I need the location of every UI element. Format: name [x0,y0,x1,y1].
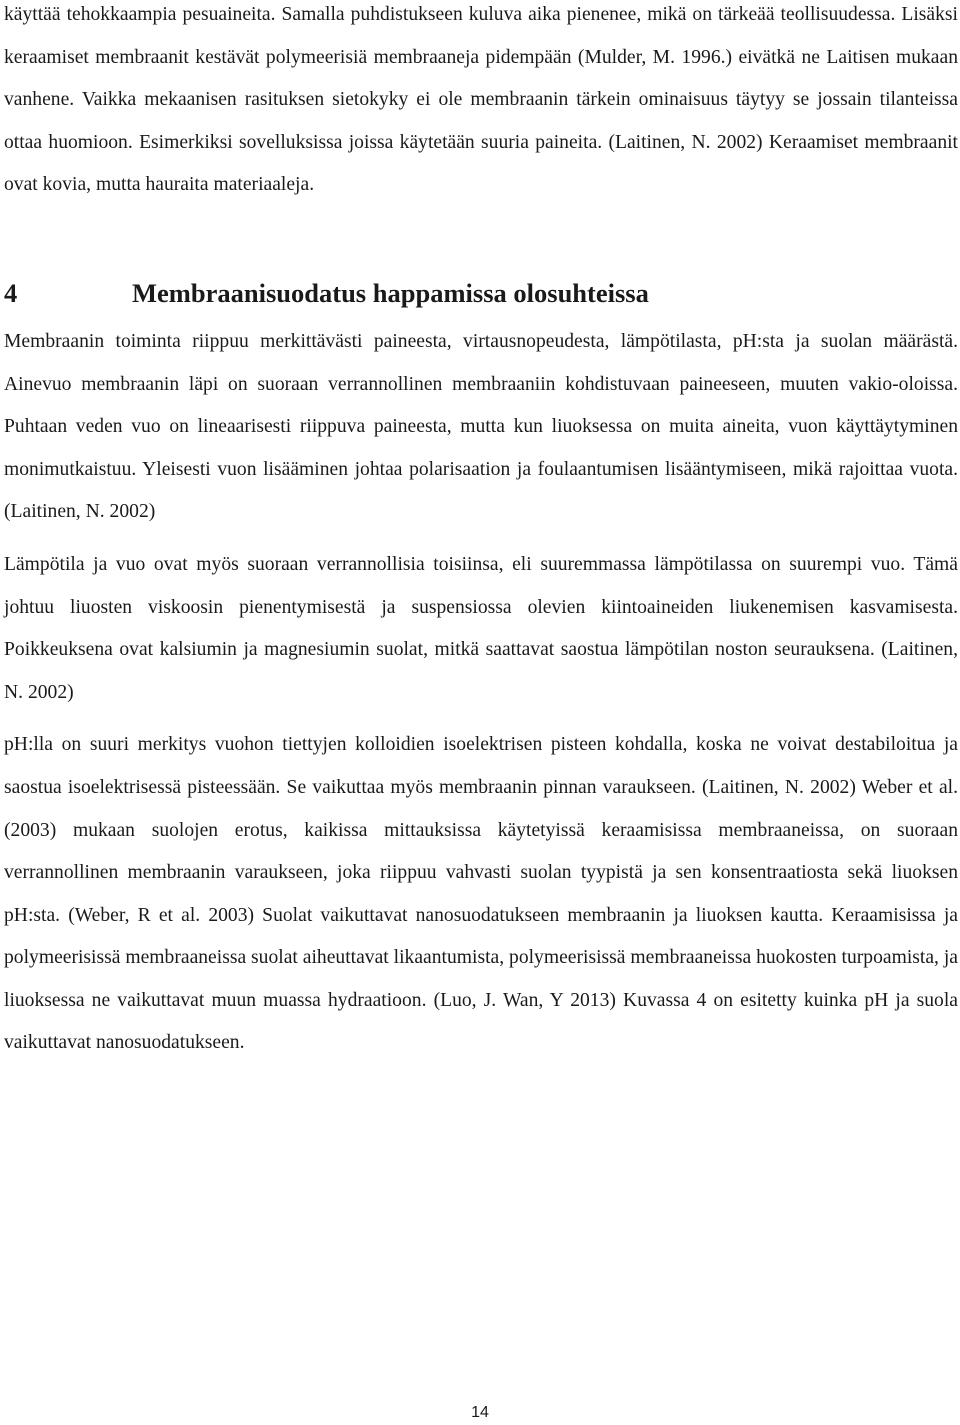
page-number: 14 [471,1404,489,1421]
section-number: 4 [4,277,18,308]
body-paragraph-2: Lämpötila ja vuo ovat myös suoraan verrannollisia toisiinsa, eli suuremmassa lämpötilassa on suurempi vuo. Tämä johtuu liuosten viskoosin pienentymisestä ja suspensiossa olevien kiintoaineiden liukenemisen kasvamisesta. Poikkeuksena ovat kalsiumin ja magnesiumin suolat, mitkä saattavat saostua lämpötilan noston seurauksena. (Laitinen, N. 2002) [4,553,958,703]
document-page [4,0,958,1065]
body-paragraph-1: Membraanin toiminta riippuu merkittävästi paineesta, virtausnopeudesta, lämpötilasta, pH:sta ja suolan määrästä. Ainevuo membraanin läpi on suoraan verrannollinen membraaniin kohdistuvaan paineeseen, muuten vakio-oloissa. Puhtaan veden vuo on lineaarisesti riippuva paineesta, mutta kun liuoksessa on muita aineita, vuon käyttäytyminen monimutkaistuu. Yleisesti vuon lisääminen johtaa polarisaation ja foulaantumisen lisääntymiseen, mikä rajoittaa vuota. (Laitinen, N. 2002) [4,330,958,523]
body-paragraph-3: pH:lla on suuri merkitys vuohon tiettyjen kolloidien isoelektrisen pisteen kohdalla, koska ne voivat destabiloitua ja saostua isoelektrisessä pisteessään. Se vaikuttaa myös membraanin pinnan varaukseen. (Laitinen, N. 2002) Weber et al. (2003) mukaan suolojen erotus, kaikissa mittauksissa käytetyissä keraamisissa membraaneissa, on suoraan verrannollinen membraanin varaukseen, joka riippuu vahvasti suolan tyypistä ja sen konsentraatiosta sekä liuoksen pH:sta. (Weber, R et al. 2003) Suolat vaikuttavat nanosuodatukseen membraanin ja liuoksen kautta. Keraamisissa ja polymeerisissä membraaneissa suolat aiheuttavat likaantumista, polymeerisissä membraaneissa huokosten turpoamista, ja liuoksessa ne vaikuttavat muun muassa hydraatioon. (Luo, J. Wan, Y 2013) Kuvassa 4 on esitetty kuinka pH ja suola vaikuttavat nanosuodatukseen. [4,734,958,1054]
section-heading [4,273,958,313]
intro-paragraph: käyttää tehokkaampia pesuaineita. Samalla puhdistukseen kuluva aika pienenee, mikä on tärkeää teollisuudessa. Lisäksi keraamiset membraanit kestävät polymeerisiä membraaneja pidempään (Mulder, M. 1996.) eivätkä ne Laitisen mukaan vanhene. Vaikka mekaanisen rasituksen sietokyky ei ole membraanin tärkein ominaisuus täytyy se jossain tilanteissa ottaa huomioon. Esimerkiksi sovelluksissa joissa käytetään suuria paineita. (Laitinen, N. 2002) Keraamiset membraanit ovat kovia, mutta hauraita materiaaleja. [4,4,958,196]
section-title: Membraanisuodatus happamissa olosuhteissa [132,277,649,308]
